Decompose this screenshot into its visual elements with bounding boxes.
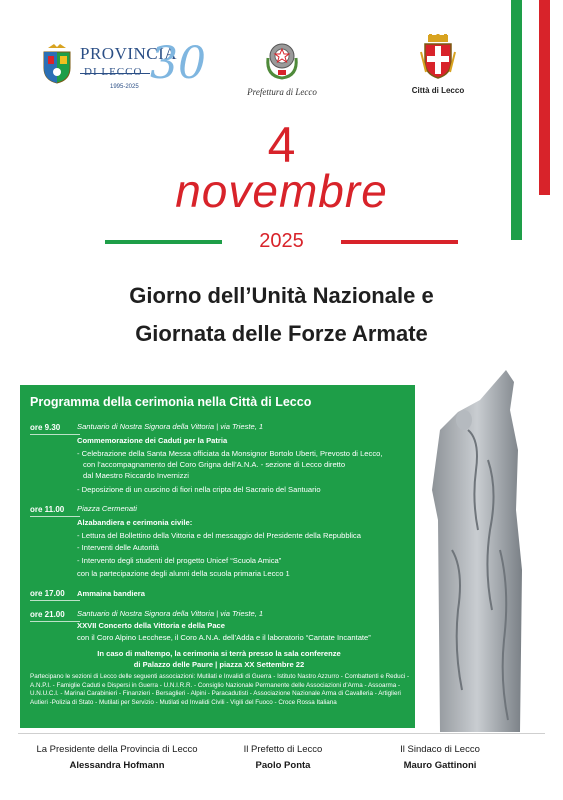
monument-statue-image [418, 370, 528, 732]
footer-divider [18, 733, 545, 734]
block2-place: Piazza Cermenati [77, 504, 137, 513]
prefettura-logo [234, 36, 330, 102]
italian-republic-emblem-icon [264, 36, 300, 80]
signature-name: Mauro Gattinoni [403, 760, 477, 771]
lecco-crest-icon [420, 34, 456, 80]
signature-prefetto [213, 744, 353, 771]
block1-line-2: con l’accompagnamento del Coro Grigna dell’A.N.A. - sezione di Lecco diretto [83, 460, 346, 469]
weather-note-1: In caso di maltempo, la cerimonia si terrà presso la sala conferenze [97, 649, 341, 658]
red-rule [341, 240, 458, 244]
block2-line-1: - Lettura del Bollettino della Vittoria e del messaggio del Presidente della Repubblica [77, 531, 361, 540]
block2-heading: Alzabandiera e cerimonia civile: [77, 518, 193, 527]
block2-line-4: con la partecipazione degli alunni della scuola primaria Lecco 1 [77, 569, 290, 578]
block1-heading: Commemorazione dei Caduti per la Patria [77, 436, 228, 445]
time-2100: ore 21.00 [30, 610, 65, 619]
provincia-anniversary: 30 [150, 38, 206, 89]
signature-role: Il Sindaco di Lecco [400, 744, 480, 755]
block3-heading: Ammaina bandiera [77, 589, 145, 598]
programme-title: Programma della cerimonia nella Città di Lecco [30, 395, 312, 409]
provincia-years: 1995-2025 [110, 84, 139, 90]
block4-heading: XXVII Concerto della Vittoria e della Pace [77, 621, 225, 630]
comune-logo [408, 34, 468, 100]
headline-line-1: Giorno dell’Unità Nazionale e [129, 283, 434, 308]
comune-name: Città di Lecco [411, 86, 465, 95]
time-divider [30, 621, 80, 622]
time-divider [30, 600, 80, 601]
time-divider [30, 434, 80, 435]
provincia-subtitle: DI LECCO [84, 66, 143, 78]
block2-line-2: - Interventi delle Autorità [77, 543, 159, 552]
weather-note-2: di Palazzo delle Paure | piazza XX Settembre 22 [133, 660, 305, 669]
provincia-shield-icon [42, 42, 72, 84]
date-day: 4 [267, 117, 296, 173]
headline-line-2: Giornata delle Forze Armate [135, 321, 428, 346]
block1-line-4: - Deposizione di un cuscino di fiori nella cripta del Sacrario del Santuario [77, 485, 321, 494]
signature-name: Alessandra Hofmann [69, 760, 165, 771]
time-divider [30, 516, 80, 517]
prefettura-name: Prefettura di Lecco [247, 87, 317, 97]
time-1700: ore 17.00 [30, 589, 65, 598]
provincia-logo [40, 38, 206, 98]
provincia-name: PROVINCIA [80, 44, 178, 63]
signature-provincia [32, 744, 202, 771]
block4-place: Santuario di Nostra Signora della Vittoria | via Trieste, 1 [77, 609, 264, 618]
associations-list: Partecipano le sezioni di Lecco delle seguenti associazioni: Mutilati e Invalidi di Guerra - Istituto Nastro Azzurro - Combattenti e Reduci - A.N.P.I. - Famiglie Caduti e Dispersi in Guerra - U.N.I.R.R. - Consiglio Nazionale Permanente delle Associazioni d’Arma - Assoarma - U.N.U.C.I. - Marinai Carabinieri - Finanzieri - Bersaglieri - Alpini - Paracadutisti - Associazione Nazionale Arma di Cavalleria - Artiglieri Autieri -Polizia di Stato - Mutilati per Servizio - Mutilati ed Invalidi Civili - Vigili del Fuoco - Croce Rossa Italiana [30, 673, 410, 706]
signature-name: Paolo Ponta [255, 760, 311, 771]
block2-line-3: - Intervento degli studenti del progetto Unicef “Scuola Amica” [77, 556, 282, 565]
signature-role: La Presidente della Provincia di Lecco [36, 744, 198, 755]
time-0930: ore 9.30 [30, 423, 61, 432]
date-month: novembre [175, 165, 388, 217]
block1-line-1: - Celebrazione della Santa Messa officiata da Monsignor Bortolo Uberti, Prevosto di Lecco, [77, 449, 383, 458]
programme-panel [20, 385, 415, 728]
block1-place: Santuario di Nostra Signora della Vittoria | via Trieste, 1 [77, 422, 264, 431]
block4-line-1: con il Coro Alpino Lecchese, il Coro A.N.A. dell’Adda e il laboratorio “Cantate Incantate” [77, 633, 371, 642]
signature-sindaco [365, 744, 515, 771]
signature-role: Il Prefetto di Lecco [243, 744, 323, 755]
date-year: 2025 [259, 230, 304, 252]
block1-line-3: dal Maestro Riccardo Invernizzi [83, 471, 189, 480]
time-1100: ore 11.00 [30, 505, 65, 514]
